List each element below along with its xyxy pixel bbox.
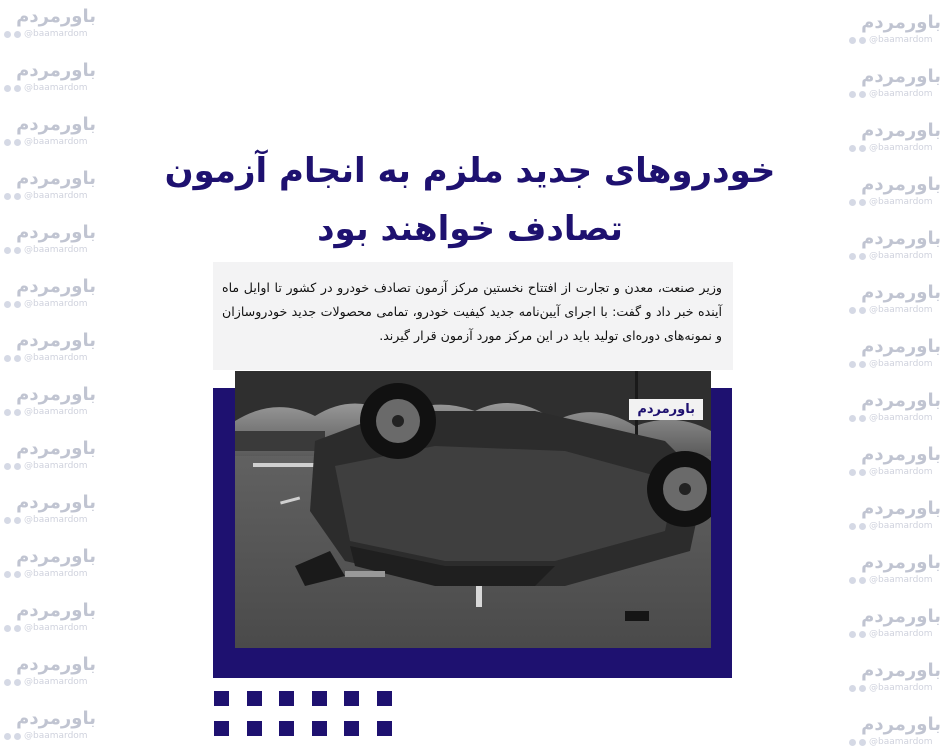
body-text: وزیر صنعت، معدن و تجارت از افتتاح نخستین مرکز آزمون تصادف خودرو در کشور تا اوایل ماه آینده خبر داد و گفت: با اجرای آیین‌نامه جدید کیفیت خودرو، تمامی محصولات جدید خودروسازان و نمونه‌های دوره‌ای تولید باید در این مرکز مورد آزمون قرار گیرند. [222,280,722,343]
watermark-tile [849,336,941,390]
watermark-handle-text: @baamardom [24,677,88,687]
telegram-icon [859,253,866,260]
watermark-handle [849,142,941,154]
telegram-icon [14,301,21,308]
watermark-handle-text: @baamardom [869,359,933,369]
watermark-logo: باورمردم [16,492,96,513]
watermark-handle-text: @baamardom [24,623,88,633]
decorative-square [377,721,392,736]
watermark-tile [849,282,941,336]
watermark-logo: باورمردم [861,498,941,519]
telegram-icon [859,577,866,584]
watermark-handle [4,514,96,526]
watermark-handle-text: @baamardom [869,575,933,585]
instagram-icon [4,463,11,470]
watermark-handle [4,352,96,364]
instagram-icon [849,739,856,746]
watermark-handle-text: @baamardom [869,89,933,99]
telegram-icon [14,139,21,146]
instagram-icon [849,37,856,44]
instagram-icon [4,517,11,524]
watermark-handle [849,412,941,424]
watermark-handle [849,304,941,316]
instagram-icon [849,361,856,368]
watermark-logo: باورمردم [861,228,941,249]
watermark-handle-text: @baamardom [24,461,88,471]
watermark-logo: باورمردم [861,174,941,195]
telegram-icon [14,571,21,578]
decorative-square [377,691,392,706]
decorative-square [279,691,294,706]
watermark-tile [849,66,941,120]
instagram-icon [849,577,856,584]
instagram-icon [4,679,11,686]
watermark-handle-text: @baamardom [869,413,933,423]
watermark-tile [849,660,941,714]
instagram-icon [4,247,11,254]
telegram-icon [859,523,866,530]
telegram-icon [859,415,866,422]
watermark-handle [849,250,941,262]
watermark-handle [849,88,941,100]
watermark-logo: باورمردم [861,714,941,735]
decorative-square [312,691,327,706]
instagram-icon [849,415,856,422]
instagram-icon [849,469,856,476]
watermark-logo: باورمردم [16,168,96,189]
watermark-logo: باورمردم [861,606,941,627]
telegram-icon [14,31,21,38]
watermark-tile [849,390,941,444]
watermark-handle [4,298,96,310]
watermark-handle [4,28,96,40]
telegram-icon [859,145,866,152]
watermark-logo: باورمردم [16,60,96,81]
watermark-tile [4,438,96,492]
watermark-logo: باورمردم [861,120,941,141]
watermark-handle [4,622,96,634]
telegram-icon [14,625,21,632]
watermark-tile [4,276,96,330]
watermark-logo: باورمردم [16,600,96,621]
watermark-tile [849,228,941,282]
watermark-logo: باورمردم [16,384,96,405]
instagram-icon [4,193,11,200]
watermark-tile [4,6,96,60]
telegram-icon [859,685,866,692]
watermark-logo: باورمردم [16,438,96,459]
watermark-tile [849,552,941,606]
instagram-icon [4,355,11,362]
instagram-icon [4,571,11,578]
watermark-logo: باورمردم [861,12,941,33]
watermark-handle [4,190,96,202]
watermark-handle [4,136,96,148]
instagram-icon [4,733,11,740]
watermark-logo: باورمردم [16,546,96,567]
telegram-icon [14,355,21,362]
instagram-icon [4,139,11,146]
watermark-tile [4,330,96,384]
watermark-handle-text: @baamardom [869,143,933,153]
watermark-handle [4,82,96,94]
watermark-tile [849,174,941,228]
watermark-tile [4,384,96,438]
watermark-logo: باورمردم [861,282,941,303]
watermark-tile [849,12,941,66]
instagram-icon [849,685,856,692]
telegram-icon [859,199,866,206]
watermark-logo: باورمردم [861,390,941,411]
watermark-handle [4,676,96,688]
watermark-handle-text: @baamardom [24,515,88,525]
decorative-square [344,691,359,706]
news-photo [235,371,711,648]
watermark-logo: باورمردم [861,66,941,87]
watermark-column-left [0,0,100,756]
decorative-square [247,721,262,736]
telegram-icon [14,517,21,524]
instagram-icon [4,31,11,38]
instagram-icon [849,91,856,98]
telegram-icon [859,361,866,368]
decorative-square [312,721,327,736]
watermark-handle-text: @baamardom [869,197,933,207]
telegram-icon [859,307,866,314]
telegram-icon [14,247,21,254]
watermark-handle [849,196,941,208]
photo-watermark-logo: باورمردم [629,399,703,420]
watermark-tile [849,714,941,756]
telegram-icon [859,37,866,44]
watermark-handle-text: @baamardom [24,29,88,39]
instagram-icon [4,301,11,308]
instagram-icon [849,631,856,638]
watermark-tile [849,606,941,660]
telegram-icon [859,469,866,476]
watermark-tile [4,60,96,114]
watermark-handle-text: @baamardom [24,83,88,93]
watermark-handle-text: @baamardom [24,731,88,741]
watermark-column-right [845,0,945,756]
watermark-handle [849,628,941,640]
watermark-handle [4,568,96,580]
watermark-handle [849,466,941,478]
instagram-icon [4,409,11,416]
decorative-square [279,721,294,736]
watermark-handle [4,406,96,418]
watermark-logo: باورمردم [16,222,96,243]
watermark-tile [4,168,96,222]
watermark-handle-text: @baamardom [24,191,88,201]
watermark-handle [849,736,941,748]
watermark-handle [4,460,96,472]
watermark-logo: باورمردم [16,654,96,675]
headline-line-1: خودروهای جدید ملزم به انجام آزمون [164,151,776,191]
telegram-icon [14,193,21,200]
watermark-logo: باورمردم [16,708,96,729]
watermark-handle [849,520,941,532]
watermark-tile [4,546,96,600]
watermark-tile [4,492,96,546]
instagram-icon [849,145,856,152]
watermark-logo: باورمردم [16,330,96,351]
watermark-handle-text: @baamardom [869,629,933,639]
headline-line-2: تصادف خواهند بود [317,209,623,249]
telegram-icon [14,409,21,416]
watermark-handle-text: @baamardom [869,35,933,45]
watermark-handle [849,574,941,586]
decorative-square [247,691,262,706]
instagram-icon [849,307,856,314]
watermark-handle [849,358,941,370]
watermark-logo: باورمردم [16,6,96,27]
watermark-logo: باورمردم [16,114,96,135]
watermark-handle-text: @baamardom [869,521,933,531]
telegram-icon [14,85,21,92]
watermark-handle-text: @baamardom [24,353,88,363]
telegram-icon [14,463,21,470]
watermark-handle-text: @baamardom [24,137,88,147]
watermark-handle [849,682,941,694]
telegram-icon [859,91,866,98]
instagram-icon [4,625,11,632]
instagram-icon [849,253,856,260]
instagram-icon [849,199,856,206]
watermark-handle-text: @baamardom [869,305,933,315]
watermark-logo: باورمردم [861,552,941,573]
watermark-logo: باورمردم [861,336,941,357]
watermark-handle [849,34,941,46]
watermark-tile [4,222,96,276]
watermark-tile [4,654,96,708]
telegram-icon [859,631,866,638]
watermark-tile [849,444,941,498]
watermark-logo: باورمردم [16,276,96,297]
watermark-handle-text: @baamardom [869,251,933,261]
watermark-tile [849,120,941,174]
watermark-handle [4,730,96,742]
instagram-icon [4,85,11,92]
watermark-handle-text: @baamardom [869,737,933,747]
watermark-tile [849,498,941,552]
telegram-icon [14,679,21,686]
watermark-tile [4,114,96,168]
telegram-icon [859,739,866,746]
watermark-handle-text: @baamardom [869,467,933,477]
watermark-handle-text: @baamardom [869,683,933,693]
watermark-handle [4,244,96,256]
watermark-tile [4,708,96,756]
watermark-logo: باورمردم [861,660,941,681]
watermark-handle-text: @baamardom [24,407,88,417]
watermark-handle-text: @baamardom [24,299,88,309]
instagram-icon [849,523,856,530]
decorative-square [344,721,359,736]
decorative-square [214,691,229,706]
watermark-handle-text: @baamardom [24,569,88,579]
watermark-tile [4,600,96,654]
telegram-icon [14,733,21,740]
decorative-square [214,721,229,736]
watermark-logo: باورمردم [861,444,941,465]
headline [150,142,790,258]
watermark-handle-text: @baamardom [24,245,88,255]
